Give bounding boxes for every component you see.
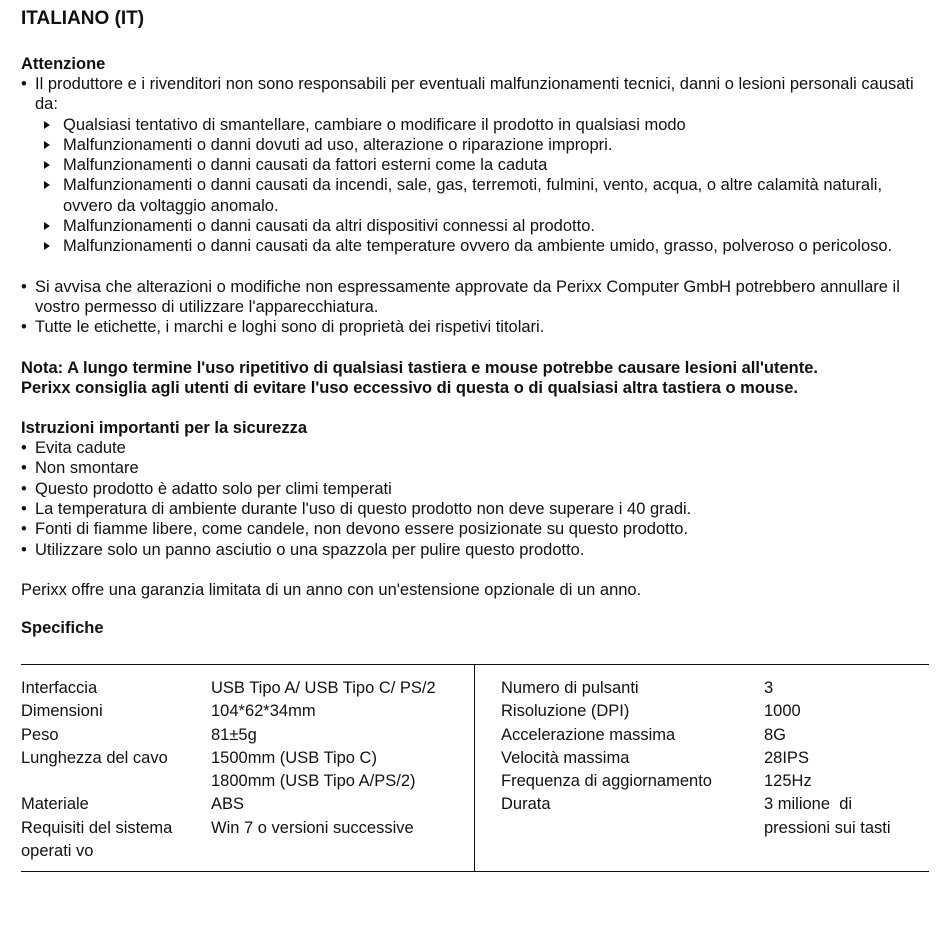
spec-value: 8G [764,725,787,744]
liability-item: Qualsiasi tentativo di smantellare, cambiare o modificare il prodotto in qualsiasi modo [21,115,929,135]
spec-row [21,700,474,723]
spec-row [21,817,474,872]
spec-row [21,724,474,747]
spec-row [501,677,929,700]
spec-value: 28IPS [764,748,809,767]
liability-item: Malfunzionamenti o danni causati da fattori esterni come la caduta [21,155,929,175]
spec-label: Interfaccia [21,679,98,697]
spec-value-line: 1500mm (USB Tipo C) [211,748,377,767]
safety-heading: Istruzioni importanti per la sicurezza [21,419,308,438]
spec-value-line: pressioni sui tasti [764,818,891,837]
spec-row [501,724,929,747]
attention-heading: Attenzione [21,55,106,73]
nota-line: Perixx consiglia agli utenti di evitare l'uso eccessivo di questa o di qualsiasi altra tastiera o mouse. [21,378,798,397]
spec-label: Dimensioni [21,702,103,721]
spec-value: 104*62*34mm [211,702,316,721]
page-title: ITALIANO (IT) [21,8,145,29]
spec-value: 1000 [764,702,801,721]
specs-heading: Specifiche [21,619,104,638]
attention-section [21,54,929,338]
warranty-text: Perixx offre una garanzia limitata di un anno con un'estensione opzionale di un anno. [21,580,642,599]
spec-label: Velocità massima [501,748,630,767]
spec-value: 125Hz [764,772,812,791]
safety-item: • Non smontare [21,458,929,478]
spec-label: Accelerazione massima [501,725,676,744]
safety-item: • Evita cadute [21,438,929,458]
spec-label: Numero di pulsanti [501,679,639,697]
spec-row [501,793,929,840]
liability-item: Malfunzionamenti o danni dovuti ad uso, alterazione o riparazione impropri. [21,135,929,155]
liability-item: Malfunzionamenti o danni causati da alte temperature ovvero da ambiente umido, grasso, polveroso o pericoloso. [21,236,929,256]
spec-label: Peso [21,725,59,744]
spec-value: Win 7 o versioni successive [211,818,414,837]
specs-right-column [475,665,930,872]
spec-label: Materiale [21,795,89,814]
spec-label-line: operati vo [21,842,94,861]
attention-intro [21,74,929,257]
spec-value: 81±5g [211,725,257,744]
spec-row [501,747,929,770]
spec-value-line: 3 milione di [764,795,853,814]
nota-section [21,358,929,399]
manual-page [21,6,929,638]
safety-section [21,418,929,560]
spec-label: Durata [501,795,551,814]
safety-list [21,438,929,560]
note-item: • Si avvisa che alterazioni o modifiche non espressamente approvate da Perixx Computer GmbH potrebbero annullare il vostro permesso di utilizzare l'apparecchiatura. [21,277,929,318]
liability-item: Malfunzionamenti o danni causati da altri dispositivi connessi al prodotto. [21,216,929,236]
spec-value [211,747,474,794]
notes-list [21,277,929,338]
safety-item: • La temperatura di ambiente durante l'uso di questo prodotto non deve superare i 40 gradi. [21,499,929,519]
spec-label: Lunghezza del cavo [21,748,168,767]
liability-item: Malfunzionamenti o danni causati da incendi, sale, gas, terremoti, fulmini, vento, acqua, o altre calamità naturali, ovvero da voltaggio anomalo. [21,175,929,216]
spec-label: Frequenza di aggiornamento [501,772,712,791]
spec-row [501,770,929,793]
spec-label [21,817,211,864]
spec-label: Risoluzione (DPI) [501,702,630,721]
spec-value: 3 [764,679,774,697]
liability-list [21,115,929,257]
attention-intro-text: Il produttore e i rivenditori non sono responsabili per eventuali malfunzionamenti tecnici, danni o lesioni personali causati da: [35,75,914,114]
specs-table [21,664,929,872]
spec-value [764,793,929,840]
spec-label-line: Requisiti del sistema [21,818,173,837]
note-item: • Tutte le etichette, i marchi e loghi sono di proprietà dei rispetivi titolari. [21,317,929,337]
safety-item: • Fonti di fiamme libere, come candele, non devono essere posizionate su questo prodotto. [21,519,929,539]
spec-value: ABS [211,795,245,814]
spec-row [21,747,474,794]
spec-row [21,793,474,816]
spec-value-line: 1800mm (USB Tipo A/PS/2) [211,772,416,791]
safety-item: • Questo prodotto è adatto solo per climi temperati [21,479,929,499]
nota-line: Nota: A lungo termine l'uso ripetitivo di qualsiasi tastiera e mouse potrebbe causare lesioni all'utente. [21,358,818,377]
safety-item: • Utilizzare solo un panno asciutio o una spazzola per pulire questo prodotto. [21,540,929,560]
attention-list [21,74,929,257]
spec-value: USB Tipo A/ USB Tipo C/ PS/2 [211,679,436,697]
spec-row [501,700,929,723]
specs-left-column [21,665,475,872]
spec-row [21,677,474,700]
